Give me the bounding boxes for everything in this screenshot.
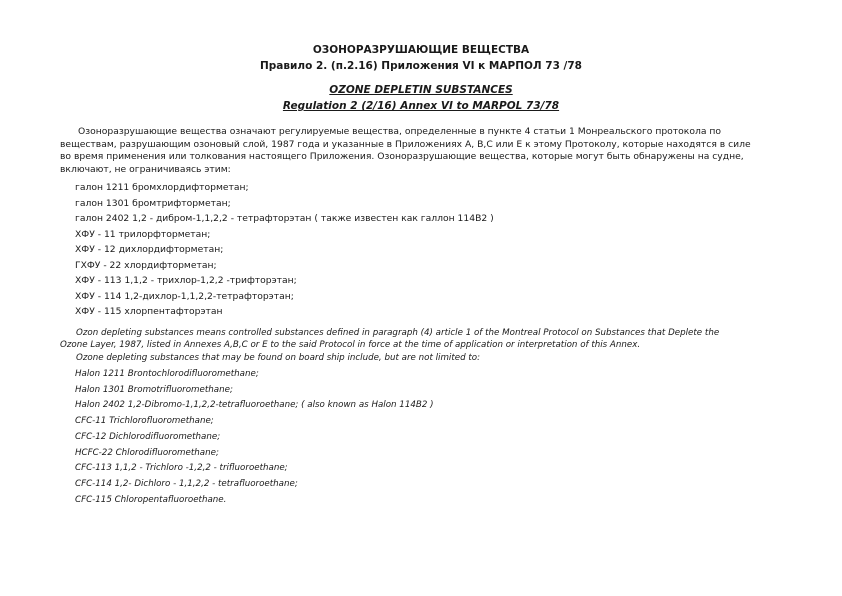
- list-item: CFC-11 Trichlorofluoromethane;: [75, 416, 214, 427]
- title-english: [0, 82, 842, 114]
- paragraph-line: включают, не ограничиваясь этим:: [60, 164, 231, 176]
- list-item: CFC-115 Chloropentafluoroethane.: [75, 494, 227, 505]
- paragraph-line: Ozone depleting substances that may be found on board ship include, but are not limited to:: [76, 352, 481, 363]
- substance-list-english: [75, 367, 434, 508]
- title-en-regulation: Regulation 2 (2/16) Annex VI to MARPOL 73/78: [282, 100, 560, 112]
- list-item: Halon 1301 Bromotrifluoromethane;: [75, 384, 233, 395]
- title-russian: [0, 42, 842, 74]
- list-item: HCFC-22 Chlorodifluoromethane;: [75, 447, 219, 458]
- list-item: ХФУ - 12 дихлордифторметан;: [75, 244, 224, 255]
- list-item: ХФУ - 113 1,1,2 - трихлор-1,2,2 -трифторэтан;: [75, 275, 297, 286]
- list-item: ХФУ - 114 1,2-дихлор-1,1,2,2-тетрафторэтан;: [75, 290, 294, 302]
- title-ru-heading: ОЗОНОРАЗРУШАЮЩИЕ ВЕЩЕСТВА: [312, 44, 530, 56]
- list-item: галон 2402 1,2 - дибром-1,1,2,2 - тетрафторэтан ( также известен как галлон 114B2 ): [75, 213, 494, 224]
- list-item: галон 1211 бромхлордифторметан;: [75, 182, 249, 193]
- list-item: CFC-12 Dichlorodifluoromethane;: [75, 431, 221, 442]
- list-item: CFC-114 1,2- Dichloro - 1,1,2,2 - tetrafluoroethane;: [75, 478, 298, 489]
- paragraph-line: Озоноразрушающие вещества означают регулируемые вещества, определенные в пункте 4 статьи 1 Монреальского протокола по: [78, 126, 721, 137]
- list-item: ХФУ - 115 хлорпентафторэтан: [75, 306, 223, 317]
- title-ru-regulation: Правило 2. (п.2.16) Приложения VI к МАРПОЛ 73 /78: [260, 60, 582, 72]
- paragraph-line: во время применения или толкования настоящего Приложения. Озоноразрушающие вещества, которые могут быть обнаружены на судне,: [60, 151, 744, 163]
- list-item: Halon 1211 Brontochlorodifluoromethane;: [75, 369, 259, 379]
- substance-list-russian: [75, 180, 494, 320]
- paragraph-english: [60, 327, 802, 364]
- paragraph-russian: [60, 126, 802, 177]
- paragraph-line: Ozon depleting substances means controlled substances defined in paragraph (4) article 1 of the Montreal Protocol on Substances that Deplete the: [76, 328, 720, 338]
- paragraph-line: веществам, разрушающим озоновый слой, 1987 года и указанные в Приложениях A, B,C или E к этому Протоколу, которые находятся в силе: [60, 138, 751, 150]
- title-en-heading: OZONE DEPLETIN SUBSTANCES: [329, 84, 513, 96]
- paragraph-line: Ozone Layer, 1987, listed in Annexes A,B,C or E to the said Protocol in force at the time of application or interpretation of this Annex.: [60, 340, 641, 351]
- list-item: галон 1301 бромтрифторметан;: [75, 197, 231, 209]
- list-item: CFC-113 1,1,2 - Trichloro -1,2,2 - trifluoroethane;: [75, 463, 288, 474]
- list-item: Halon 2402 1,2-Dibromo-1,1,2,2-tetrafluoroethane; ( also known as Halon 114B2 ): [75, 400, 434, 411]
- list-item: ХФУ - 11 трилорфторметан;: [75, 228, 211, 240]
- list-item: ГХФУ - 22 хлордифторметан;: [75, 259, 217, 271]
